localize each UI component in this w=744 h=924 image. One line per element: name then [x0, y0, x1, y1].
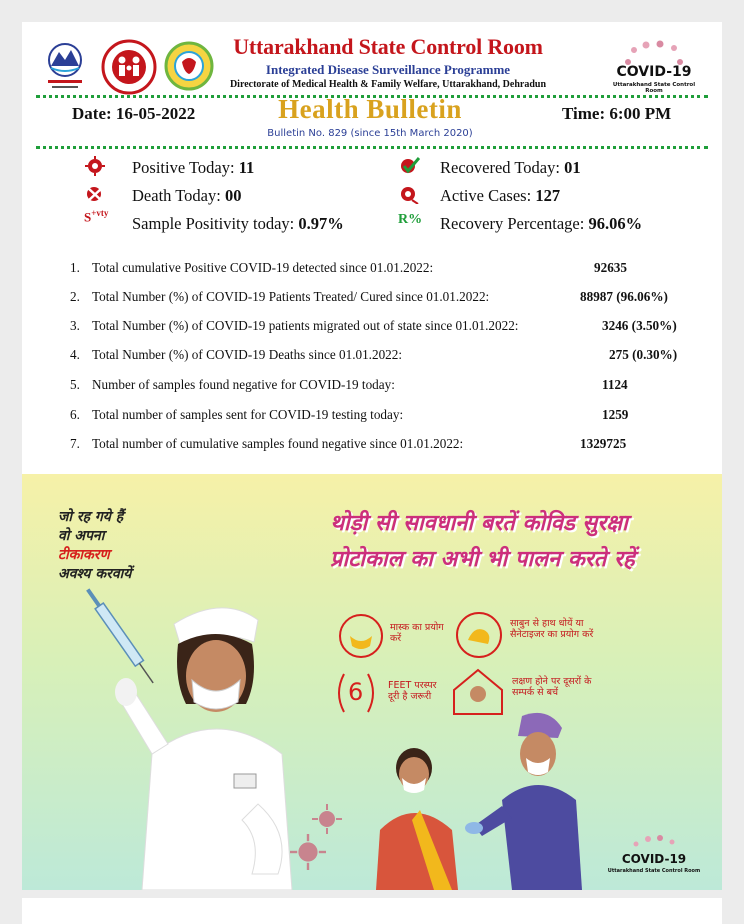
program-subtitle: Integrated Disease Surveillance Programme — [265, 62, 511, 77]
summary-row — [22, 347, 722, 367]
home-isolation-icon — [450, 666, 506, 716]
death-today-label: Death Today: — [132, 186, 221, 205]
tip-mask: मास्क का प्रयोग करें — [390, 622, 444, 644]
row-value: 88987 (96.06%) — [580, 289, 668, 304]
recovery-badge: R% — [398, 212, 423, 227]
recovered-check-icon — [398, 156, 420, 176]
bulletin-page — [22, 22, 722, 890]
row-value: 275 (0.30%) — [609, 347, 678, 362]
reminder-line: जो रह गये हैं — [58, 509, 124, 525]
active-cases-icon — [398, 184, 420, 204]
reminder-line: अवश्य करवायें — [58, 566, 132, 582]
row-value: 1124 — [602, 377, 628, 392]
positive-today-value: 11 — [238, 158, 255, 177]
recovered-today-label: Recovered Today: — [440, 158, 560, 177]
reminder-line: वो अपना — [58, 528, 105, 544]
directorate-line: Directorate of Medical Health & Family Welfare, Uttarakhand, Dehradun — [229, 79, 547, 90]
row-text: Total Number (%) of COVID-19 Deaths since 01.01.2022: — [92, 347, 403, 362]
recovered-today — [440, 158, 581, 178]
org-title: Uttarakhand State Control Room — [233, 34, 543, 59]
virus-decoration-icon — [290, 834, 326, 870]
row-number: 2. — [70, 289, 80, 304]
tip-isolate: लक्षण होने पर दूसरों के सम्पर्क से बचें — [512, 676, 592, 698]
active-cases-value: 127 — [535, 186, 561, 205]
vaccination-scene-illustration — [362, 710, 602, 890]
next-page-edge — [22, 898, 722, 924]
uttarakhand-emblem-logo — [42, 38, 88, 94]
nhm-logo — [100, 38, 158, 96]
row-text: Total number of cumulative samples found negative since 01.01.2022: — [92, 436, 464, 451]
covid-logo-sub: Uttarakhand State Control Room — [612, 82, 696, 94]
summary-row — [22, 407, 722, 427]
recovery-percentage-value: 96.06% — [588, 214, 643, 233]
summary-row — [22, 318, 722, 338]
tip-distance: FEET परस्पर दूरी है जरूरी — [388, 680, 437, 702]
active-cases-label: Active Cases: — [440, 186, 532, 205]
reminder-line: टीकाकरण — [58, 547, 110, 563]
sample-positivity — [132, 214, 344, 234]
row-text: Number of samples found negative for COVID-19 today: — [92, 377, 395, 392]
positivity-badge: $S^{+vty}$ — [84, 208, 109, 225]
row-text: Total number of samples sent for COVID-19 testing today: — [92, 407, 404, 422]
banner-covid-logo-text: COVID-19 — [621, 852, 687, 866]
tip-wash: साबुन से हाथ धोयें या सैनेटाइजर का प्रयोग करें — [510, 618, 594, 640]
sample-positivity-label: Sample Positivity today: — [132, 214, 295, 233]
vaccination-reminder-text — [58, 508, 131, 584]
protocol-headline — [330, 506, 690, 578]
positive-today — [132, 158, 254, 178]
bulletin-number: Bulletin No. 829 (since 15th March 2020) — [267, 128, 473, 139]
death-today — [132, 186, 241, 206]
row-text: Total cumulative Positive COVID-19 detected since 01.01.2022: — [92, 260, 434, 275]
positive-today-label: Positive Today: — [132, 158, 235, 177]
summary-row — [22, 289, 722, 309]
recovered-today-value: 01 — [564, 158, 581, 177]
covid-logo-text: COVID-19 — [616, 64, 692, 80]
row-text: Total Number (%) of COVID-19 patients migrated out of state since 01.01.2022: — [92, 318, 519, 333]
row-value: 1259 — [602, 407, 629, 422]
bulletin-title: Health Bulletin — [278, 94, 462, 124]
hand-wash-icon — [454, 610, 504, 660]
headline-line: प्रोटोकाल का अभी भी पालन करते रहें — [330, 547, 635, 572]
headline-line: थोड़ी सी सावधानी बरतें कोविड सुरक्षा — [330, 511, 628, 536]
recovery-percentage-label: Recovery Percentage: — [440, 214, 585, 233]
banner-covid-logo — [604, 834, 704, 884]
sample-positivity-value: 0.97% — [298, 214, 344, 233]
virus-positive-icon — [84, 156, 106, 176]
awareness-banner — [22, 474, 722, 890]
mask-icon — [338, 612, 384, 660]
virus-decoration-icon — [312, 804, 342, 834]
row-number: 5. — [70, 377, 80, 392]
death-today-value: 00 — [224, 186, 242, 205]
row-number: 3. — [70, 318, 80, 333]
summary-row — [22, 260, 722, 280]
row-number: 7. — [70, 436, 80, 451]
active-cases — [440, 186, 560, 206]
row-value: 92635 — [594, 260, 627, 275]
summary-row — [22, 377, 722, 397]
bulletin-date: Date: 16-05-2022 — [72, 104, 196, 123]
idsp-logo — [164, 40, 214, 92]
row-value: 1329725 — [580, 436, 627, 451]
bulletin-time: Time: 6:00 PM — [562, 104, 672, 123]
divider-bottom — [36, 146, 708, 149]
virus-dots-icon — [604, 834, 704, 854]
row-number: 1. — [70, 260, 80, 275]
recovery-percentage — [440, 214, 642, 234]
row-number: 6. — [70, 407, 80, 422]
covid-control-room-logo — [604, 40, 704, 96]
row-value: 3246 (3.50%) — [602, 318, 677, 333]
distance-number: 6 — [348, 678, 364, 706]
virus-death-icon — [84, 184, 106, 204]
row-number: 4. — [70, 347, 80, 362]
row-text: Total Number (%) of COVID-19 Patients Treated/ Cured since 01.01.2022: — [92, 289, 490, 304]
banner-covid-logo-sub: Uttarakhand State Control Room — [607, 868, 701, 874]
summary-row — [22, 436, 722, 456]
